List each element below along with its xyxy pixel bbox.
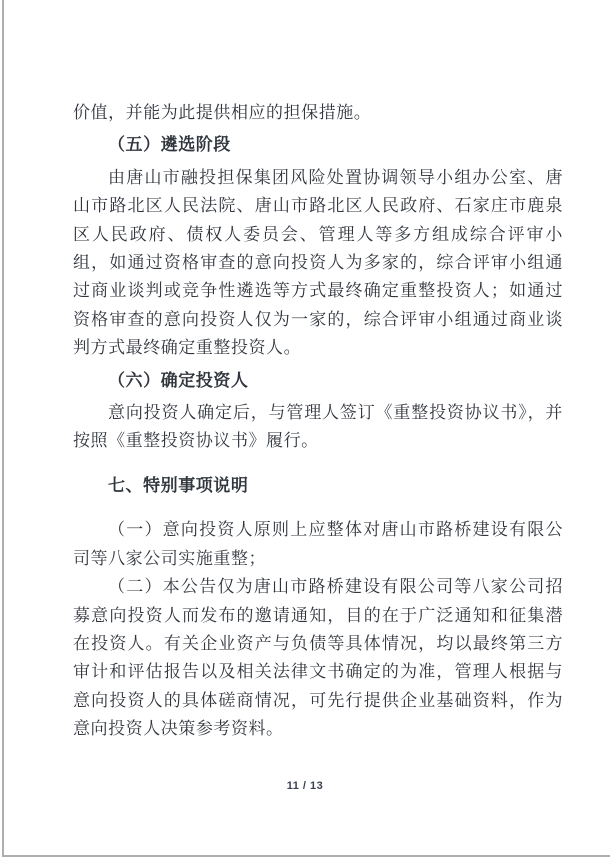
page-bottom-edge (2, 855, 610, 857)
paragraph-confirm-investor-body: 意向投资人确定后，与管理人签订《重整投资协议书》，并按照《重整投资协议书》履行。 (73, 403, 563, 451)
paragraph-continuation-guarantee: 价值，并能为此提供相应的担保措施。 (73, 103, 372, 122)
section-heading-special-notes: 七、特别事项说明 (108, 475, 249, 495)
page-number: 11 / 13 (286, 780, 324, 792)
paragraph-selection-stage-body: 由唐山市融投担保集团风险处置协调领导小组办公室、唐山市路北区人民法院、唐山市路北区人民政府、石家庄市鹿泉区人民政府、债权人委员会、管理人等多方组成综合评审小组，如通过资格审查的意向投资人为多家的，综合评审小组通过商业谈判或竞争性遴选等方式最终确定重整投资人；如通过资格审查的意向投资人仅为一家的，综合评审小组通过商业谈判方式最终确定重整投资人。 (73, 167, 563, 358)
subheading-confirm-investor: （六）确定投资人 (108, 370, 249, 390)
document-body (73, 99, 563, 744)
page-left-edge (2, 0, 4, 856)
subheading-selection-stage: （五）遴选阶段 (108, 135, 231, 155)
paragraph-special-note-1: （一）意向投资人原则上应整体对唐山市路桥建设有限公司等八家公司实施重整； (73, 520, 563, 568)
paragraph-special-note-2: （二）本公告仅为唐山市路桥建设有限公司等八家公司招募意向投资人而发布的邀请通知，目的在于广泛通知和征集潜在投资人。有关企业资产与负债等具体情况，均以最终第三方审计和评估报告以及相关法律文书确定的为准，管理人根据与意向投资人的具体磋商情况，可先行提供企业基础资料，作为意向投资人决策参考资料。 (73, 577, 563, 739)
